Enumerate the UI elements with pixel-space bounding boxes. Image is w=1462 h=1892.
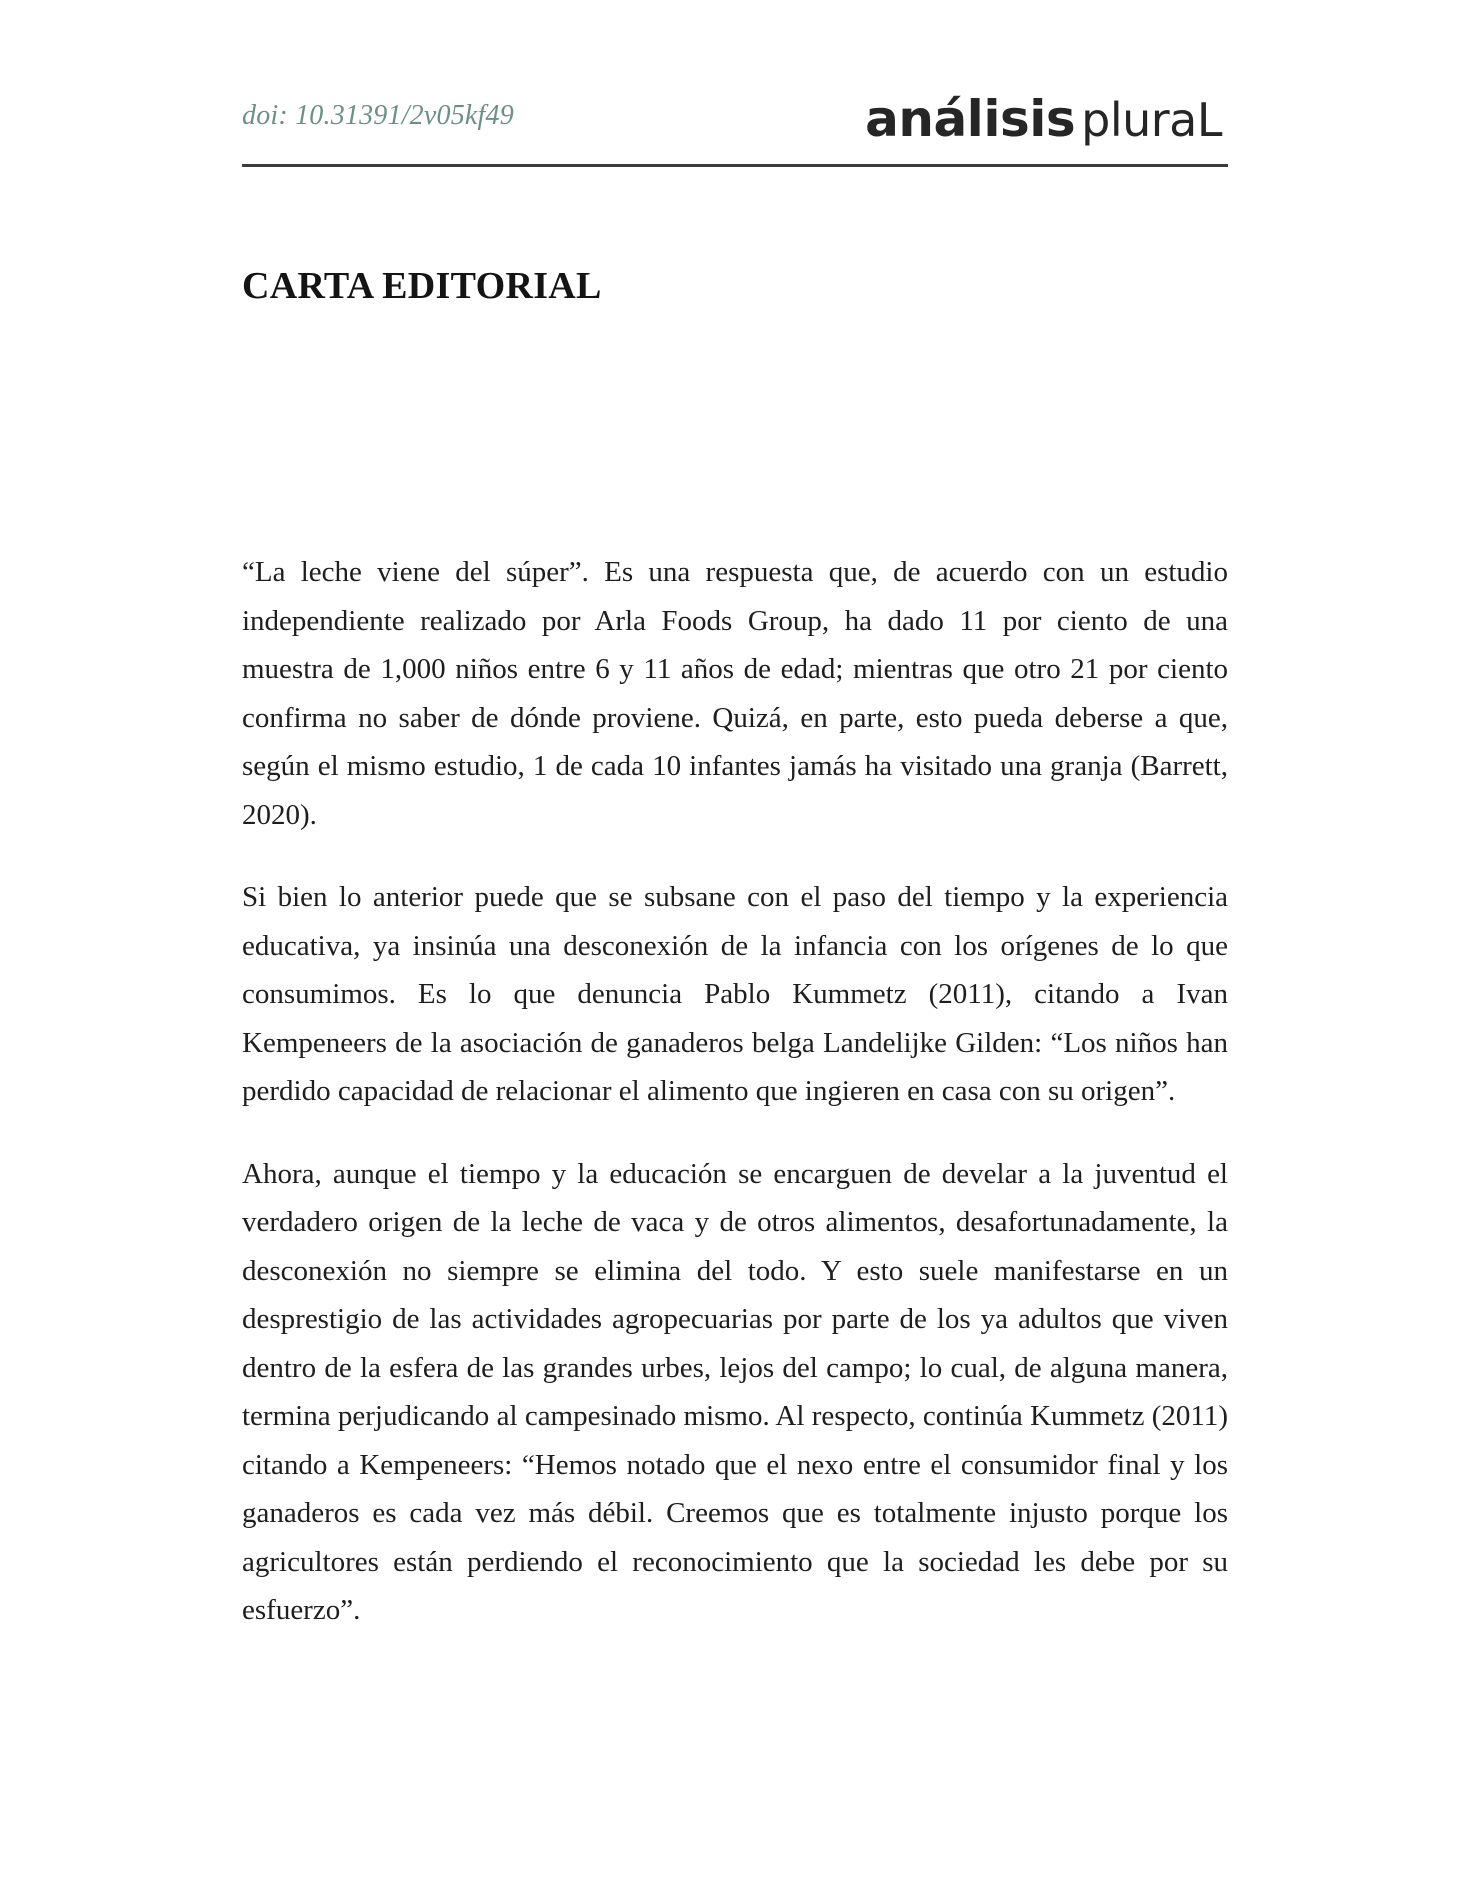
paragraph-3: Ahora, aunque el tiempo y la educación se encarguen de develar a la juventud el verdadero origen de la leche de vaca y de otros alimentos, desafortunadamente, la desconexión no siempre se elimina del todo. Y esto suele manifestarse en un desprestigio de las actividades agropecuarias por parte de los ya adultos que viven dentro de la esfera de las grandes urbes, lejos del campo; lo cual, de alguna manera, termina perjudicando al campesinado mismo. Al respecto, continúa Kummetz (2011) citando a Kempeneers: “Hemos notado que el nexo entre el consumidor final y los ganaderos es cada vez más débil. Creemos que es totalmente injusto porque los agricultores están perdiendo el reconocimiento que la sociedad les debe por su esfuerzo”.: [242, 1157, 1228, 1626]
section-title: CARTA EDITORIAL: [242, 265, 602, 307]
doi-label[interactable]: doi: 10.31391/2v05kf49: [242, 100, 514, 131]
journal-logo: [865, 90, 1222, 148]
journal-logo-light: pluraL: [1081, 93, 1222, 147]
article-body: [242, 548, 1228, 1669]
page-header: [242, 92, 1228, 167]
journal-logo-bold: análisis: [865, 90, 1076, 148]
paragraph-2: Si bien lo anterior puede que se subsane con el paso del tiempo y la experiencia educativa, ya insinúa una desconexión de la infancia con los orígenes de lo que consumimos. Es lo que denuncia Pablo Kummetz (2011), citando a Ivan Kempeneers de la asociación de ganaderos belga Landelijke Gilden: “Los niños han perdido capacidad de relacionar el alimento que ingieren en casa con su origen”.: [242, 881, 1228, 1107]
paragraph-1: “La leche viene del súper”. Es una respuesta que, de acuerdo con un estudio independiente realizado por Arla Foods Group, ha dado 11 por ciento de una muestra de 1,000 niños entre 6 y 11 años de edad; mientras que otro 21 por ciento confirma no saber de dónde proviene. Quizá, en parte, esto pueda deberse a que, según el mismo estudio, 1 de cada 10 infantes jamás ha visitado una granja (Barrett, 2020).: [242, 556, 1228, 831]
